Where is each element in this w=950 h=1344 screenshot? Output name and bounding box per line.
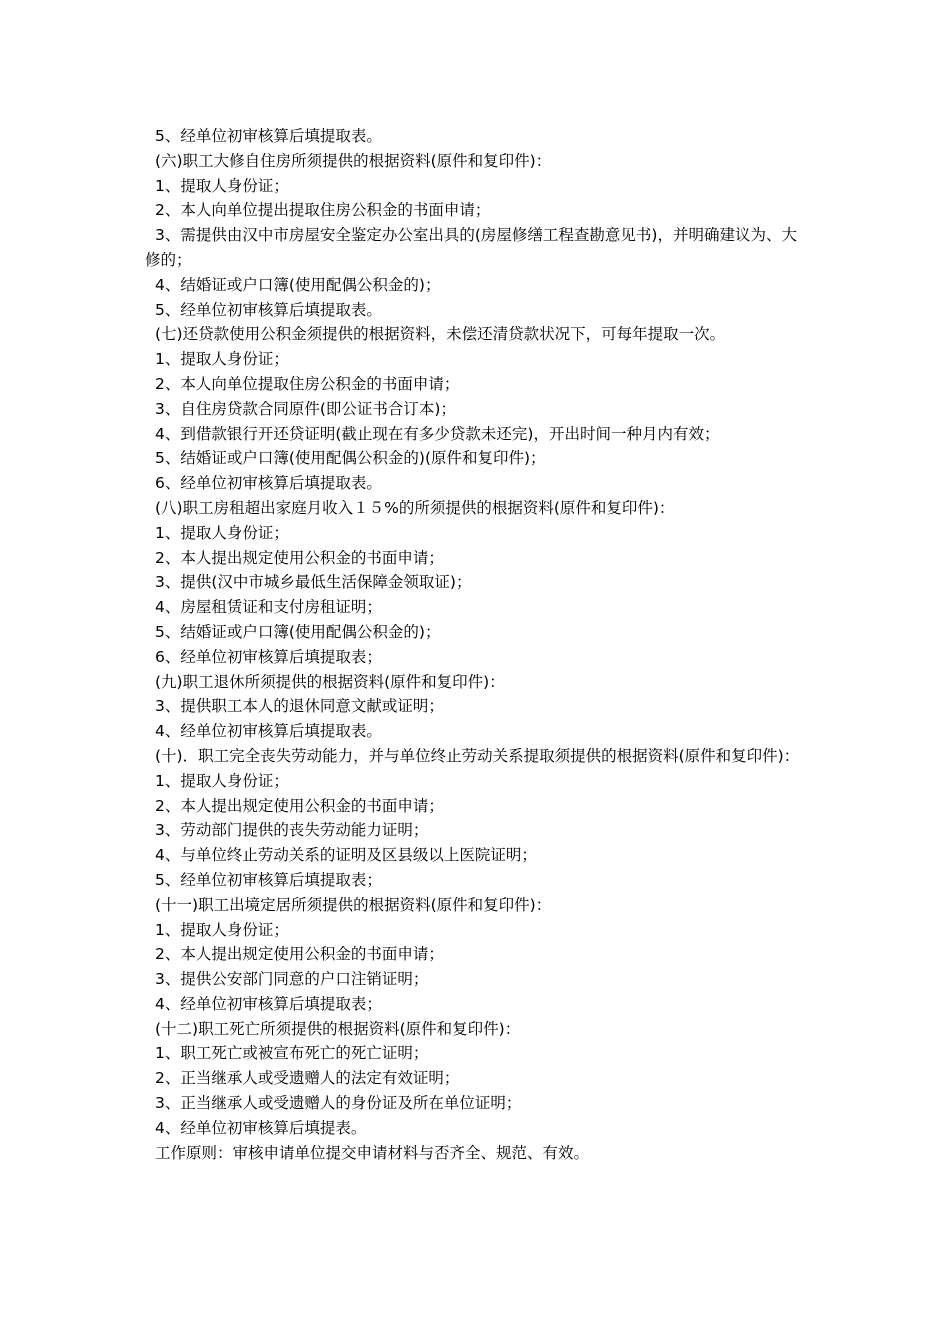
list-item: 3、需提供由汉中市房屋安全鉴定办公室出具的(房屋修缮工程查勘意见书)，并明确建议为、大修的； xyxy=(145,226,797,269)
list-item: 2、本人提出规定使用公积金的书面申请； xyxy=(155,796,444,815)
list-item: 1、提取人身份证； xyxy=(155,771,289,790)
section-heading: (九)职工退休所须提供的根据资料(原件和复印件)： xyxy=(155,672,505,691)
document-body xyxy=(145,124,805,1165)
list-item: 5、经单位初审核算后填提取表。 xyxy=(155,300,382,319)
list-item: 2、本人提出规定使用公积金的书面申请； xyxy=(155,945,444,964)
list-item: 4、结婚证或户口簿(使用配偶公积金的)； xyxy=(155,275,441,294)
list-item: 2、本人提出规定使用公积金的书面申请； xyxy=(155,548,444,567)
list-item: 4、与单位终止劳动关系的证明及区县级以上医院证明； xyxy=(155,846,537,865)
list-item: 3、正当继承人或受遗赠人的身份证及所在单位证明； xyxy=(155,1094,522,1113)
section-heading: (十)．职工完全丧失劳动能力，并与单位终止劳动关系提取须提供的根据资料(原件和复印件)： xyxy=(155,746,800,765)
list-item: 2、本人向单位提出提取住房公积金的书面申请； xyxy=(155,201,491,220)
list-item: 4、到借款银行开还贷证明(截止现在有多少贷款未还完)，开出时间一种月内有效； xyxy=(155,424,720,443)
list-item: 5、结婚证或户口簿(使用配偶公积金的)(原件和复印件)； xyxy=(155,449,546,468)
work-principle: 工作原则：审核申请单位提交申请材料与否齐全、规范、有效。 xyxy=(155,1143,590,1162)
list-item: 5、结婚证或户口簿(使用配偶公积金的)； xyxy=(155,622,441,641)
list-item: 3、提供(汉中市城乡最低生活保障金领取证)； xyxy=(155,573,472,592)
section-heading: (十二)职工死亡所须提供的根据资料(原件和复印件)： xyxy=(155,1019,521,1038)
list-item: 2、本人向单位提取住房公积金的书面申请； xyxy=(155,374,460,393)
list-item: 2、正当继承人或受遗赠人的法定有效证明； xyxy=(155,1069,460,1088)
section-heading: (七)还贷款使用公积金须提供的根据资料，未偿还清贷款状况下，可每年提取一次。 xyxy=(155,325,726,344)
list-item: 3、劳动部门提供的丧失劳动能力证明； xyxy=(155,821,429,840)
list-item: 4、经单位初审核算后填提取表。 xyxy=(155,722,382,741)
list-item: 1、提取人身份证； xyxy=(155,523,289,542)
list-item: 1、职工死亡或被宣布死亡的死亡证明； xyxy=(155,1044,429,1063)
list-item: 5、经单位初审核算后填提取表。 xyxy=(155,127,382,145)
section-heading: (十一)职工出境定居所须提供的根据资料(原件和复印件)： xyxy=(155,895,552,914)
list-item: 1、提取人身份证； xyxy=(155,920,289,939)
list-item: 6、经单位初审核算后填提取表。 xyxy=(155,474,382,493)
section-heading: (六)职工大修自住房所须提供的根据资料(原件和复印件)： xyxy=(155,151,552,170)
list-item: 1、提取人身份证； xyxy=(155,350,289,369)
list-item: 5、经单位初审核算后填提取表； xyxy=(155,870,382,889)
list-item: 3、自住房贷款合同原件(即公证书合订本)； xyxy=(155,399,456,418)
list-item: 3、提供职工本人的退休同意文献或证明； xyxy=(155,697,444,716)
list-item: 4、房屋租赁证和支付房租证明； xyxy=(155,598,382,617)
list-item: 4、经单位初审核算后填提取表； xyxy=(155,994,382,1013)
list-item: 1、提取人身份证； xyxy=(155,176,289,195)
list-item: 4、经单位初审核算后填提表。 xyxy=(155,1118,367,1137)
section-heading: (八)职工房租超出家庭月收入１５%的所须提供的根据资料(原件和复印件)： xyxy=(155,498,675,517)
list-item: 6、经单位初审核算后填提取表； xyxy=(155,647,382,666)
list-item: 3、提供公安部门同意的户口注销证明； xyxy=(155,970,429,989)
